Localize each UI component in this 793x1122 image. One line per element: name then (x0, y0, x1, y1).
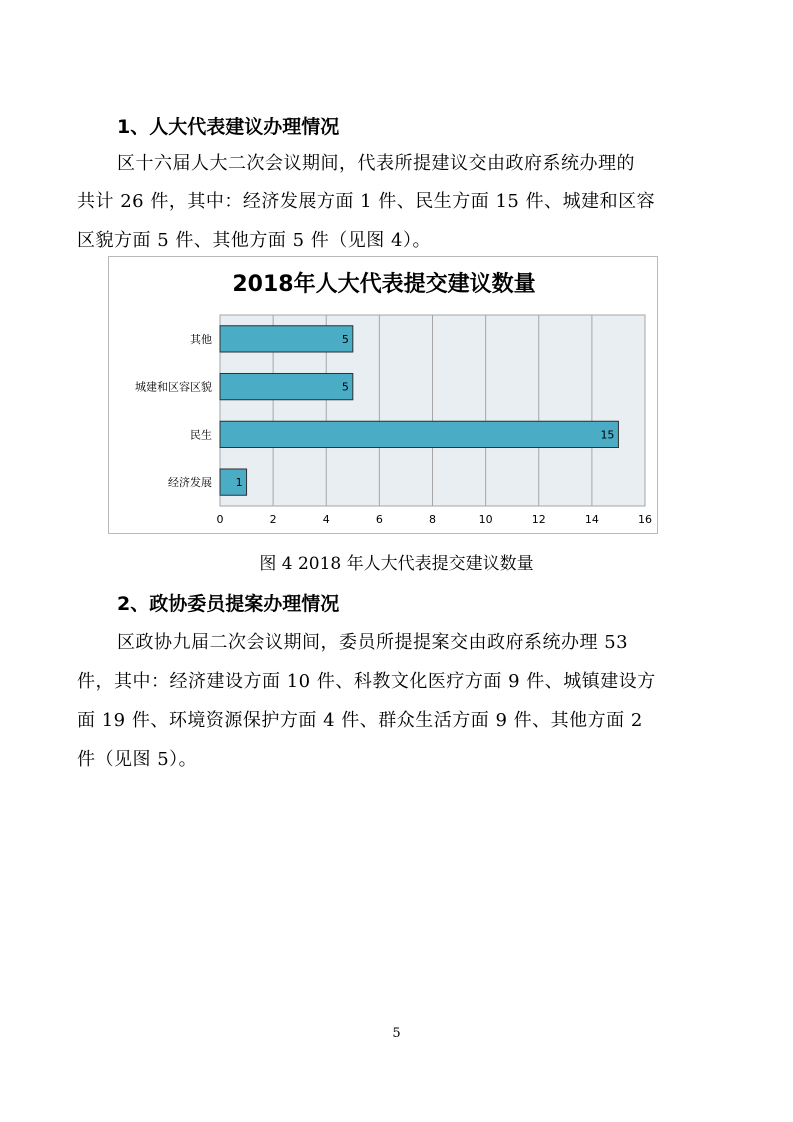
bar-chart (109, 257, 659, 535)
bar (220, 373, 353, 399)
x-tick-label: 10 (478, 513, 493, 526)
x-tick-label: 16 (638, 513, 652, 526)
bar (220, 421, 618, 447)
bar (220, 469, 247, 495)
section-1-line-2: 共计 26 件，其中：经济发展方面 1 件、民生方面 15 件、城建和区容 (77, 191, 656, 212)
section-2-heading: 2、政协委员提案办理情况 (117, 593, 340, 615)
section-2-line-4: 件（见图 5）。 (77, 749, 198, 770)
bar-value-label: 5 (341, 332, 349, 346)
bar-value-label: 1 (235, 476, 243, 490)
x-tick-label: 4 (322, 513, 330, 526)
category-label: 民生 (190, 428, 212, 442)
chart-figure-4 (108, 256, 658, 534)
section-1-heading: 1、人大代表建议办理情况 (117, 116, 340, 138)
chart-title: 2018年人大代表提交建议数量 (232, 272, 536, 297)
bar-value-label: 15 (600, 428, 615, 442)
bar-value-label: 5 (341, 380, 349, 394)
x-tick-label: 14 (584, 513, 599, 526)
section-1-line-1: 区十六届人大二次会议期间，代表所提建议交由政府系统办理的 (117, 153, 635, 174)
page-number: 5 (392, 1026, 401, 1041)
bar (220, 326, 353, 352)
category-label: 经济发展 (168, 476, 212, 490)
x-tick-label: 6 (375, 513, 383, 526)
x-tick-label: 8 (429, 513, 436, 526)
x-tick-label: 2 (269, 513, 277, 526)
section-2-line-1: 区政协九届二次会议期间，委员所提提案交由政府系统办理 53 (117, 632, 629, 653)
section-2-line-2: 件，其中：经济建设方面 10 件、科教文化医疗方面 9 件、城镇建设方 (77, 671, 656, 692)
section-2-line-3: 面 19 件、环境资源保护方面 4 件、群众生活方面 9 件、其他方面 2 (77, 710, 643, 731)
category-label: 其他 (190, 332, 212, 346)
x-tick-label: 12 (531, 513, 546, 526)
figure-4-caption: 图 4 2018 年人大代表提交建议数量 (259, 554, 534, 574)
section-1-line-3: 区貌方面 5 件、其他方面 5 件（见图 4）。 (77, 230, 431, 251)
category-label: 城建和区容区貌 (135, 380, 212, 394)
x-tick-label: 0 (216, 513, 224, 526)
